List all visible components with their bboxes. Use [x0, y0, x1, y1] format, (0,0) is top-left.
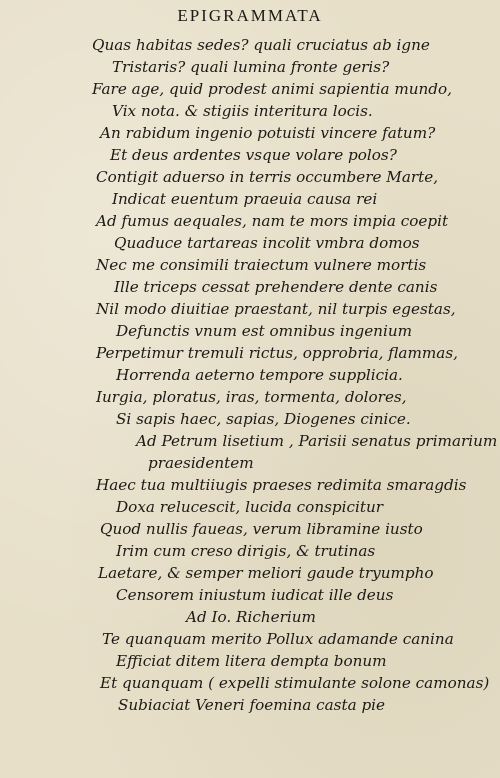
verse-line: Perpetimur tremuli rictus, opprobria, flammas, [96, 344, 458, 362]
verse-line: Vix nota. & stigiis interitura locis. [112, 102, 373, 120]
verse-line: Et deus ardentes vsque volare polos? [110, 146, 397, 164]
verse-line: Censorem iniustum iudicat ille deus [116, 586, 394, 604]
verse-line: Defunctis vnum est omnibus ingenium [116, 322, 413, 340]
verse-line: Te quanquam merito Pollux adamande canina [102, 630, 454, 648]
heading-line: Ad Io. Richerium [186, 608, 316, 626]
verse-line: Si sapis haec, sapias, Diogenes cinice. [116, 410, 411, 428]
verse-line: Ad fumus aequales, nam te mors impia coepit [96, 212, 449, 230]
verse-line: Nec me consimili traiectum vulnere mortis [96, 256, 427, 274]
verse-line: Fare age, quid prodest animi sapientia mundo, [92, 80, 453, 98]
heading-line: Ad Petrum lisetium , Parisii senatus primarium [136, 432, 498, 450]
verse-line: Doxa relucescit, lucida conspicitur [116, 498, 383, 516]
verse-line: Tristaris? quali lumina fronte geris? [112, 58, 390, 76]
verse-line: Irim cum creso dirigis, & trutinas [116, 542, 376, 560]
verse-line: Indicat euentum praeuia causa rei [112, 190, 378, 208]
heading-line: praesidentem [148, 454, 254, 472]
verse-line: Quas habitas sedes? quali cruciatus ab igne [92, 36, 430, 54]
verse-line: Et quanquam ( expelli stimulante solone camonas) [100, 674, 490, 692]
running-header: EPIGRAMMATA [177, 6, 323, 25]
verse-line: Quaduce tartareas incolit vmbra domos [114, 234, 420, 252]
verse-line: An rabidum ingenio potuisti vincere fatum? [100, 124, 436, 142]
verse-line: Haec tua multiiugis praeses redimita smaragdis [96, 476, 467, 494]
verse-line: Horrenda aeterno tempore supplicia. [116, 366, 403, 384]
verse-line: Laetare, & semper meliori gaude tryumpho [98, 564, 434, 582]
verse-line: Ille triceps cessat prehendere dente canis [114, 278, 438, 296]
verse-line: Subiaciat Veneri foemina casta pie [118, 696, 386, 714]
verse-line: Nil modo diuitiae praestant, nil turpis egestas, [96, 300, 456, 318]
verse-line: Efficiat ditem litera dempta bonum [116, 652, 387, 670]
verse-line: Iurgia, ploratus, iras, tormenta, dolores, [96, 388, 407, 406]
verse-line: Quod nullis faueas, verum libramine iusto [100, 520, 423, 538]
verse-line: Contigit aduerso in terris occumbere Marte, [96, 168, 439, 186]
